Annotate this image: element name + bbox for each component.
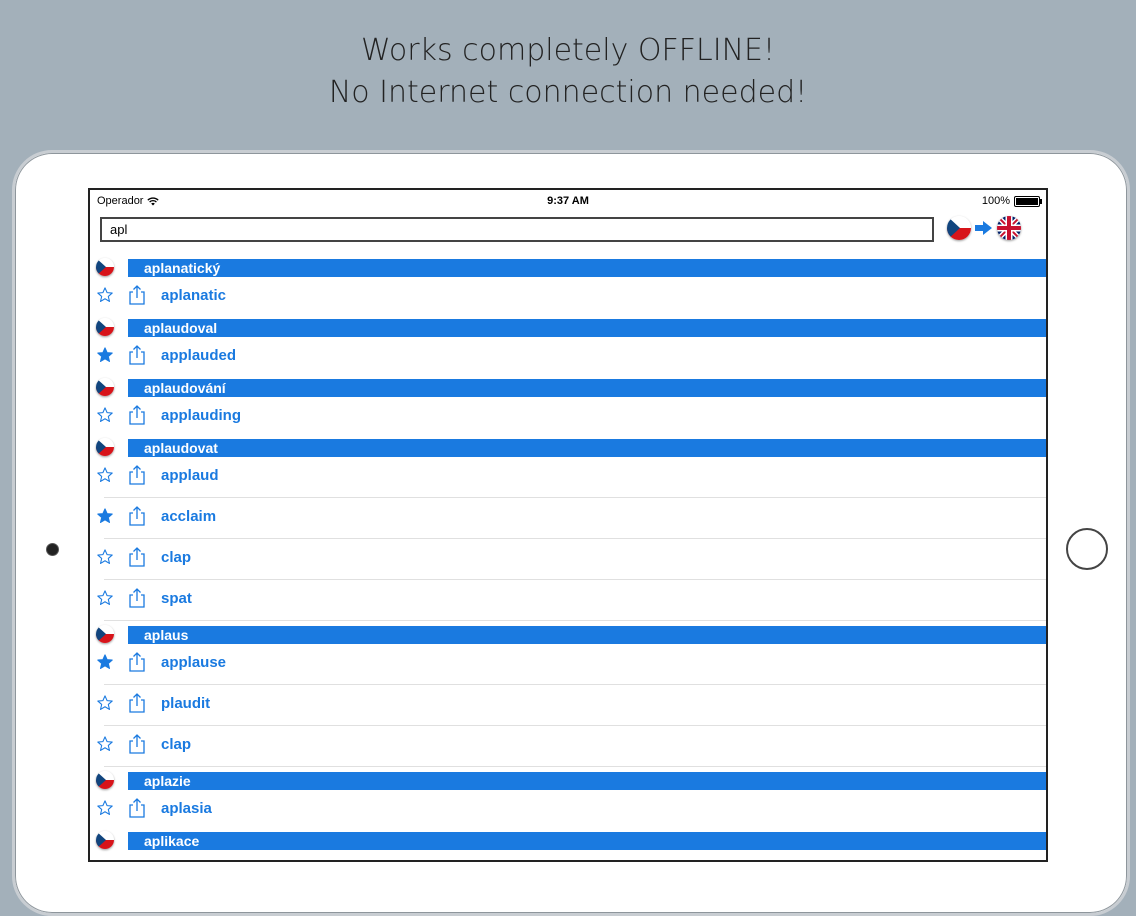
app-screen [88, 188, 1048, 862]
cz-flag-icon [96, 625, 114, 643]
status-bar [90, 190, 1046, 212]
translation-row[interactable] [104, 457, 1046, 498]
headword-row[interactable] [90, 258, 1046, 277]
headword-row[interactable] [90, 771, 1046, 790]
translation-row[interactable] [104, 498, 1046, 539]
status-time: 9:37 AM [547, 195, 589, 207]
star-filled-icon[interactable] [96, 507, 114, 525]
star-outline-icon[interactable] [96, 589, 114, 607]
translation-row[interactable] [104, 726, 1046, 767]
translation-row[interactable] [104, 580, 1046, 621]
headword-row[interactable] [90, 625, 1046, 644]
cz-flag-icon [96, 258, 114, 276]
translation-word: acclaim [161, 508, 217, 525]
share-icon[interactable] [128, 588, 146, 608]
star-filled-icon[interactable] [96, 653, 114, 671]
translation-word: clap [161, 736, 192, 753]
promo-line-1: Works completely OFFLINE! [361, 33, 775, 68]
headword-label: aplanatický [128, 259, 1046, 277]
cz-flag-icon[interactable] [947, 216, 971, 240]
uk-flag-icon[interactable] [997, 216, 1021, 240]
share-icon[interactable] [128, 506, 146, 526]
translation-row[interactable] [90, 337, 1046, 374]
carrier-name: Operador [97, 195, 144, 207]
headword-label: aplaus [128, 626, 1046, 644]
translation-row[interactable] [90, 790, 1046, 827]
cz-flag-icon [96, 438, 114, 456]
share-icon[interactable] [128, 405, 146, 425]
share-icon[interactable] [128, 693, 146, 713]
cz-flag-icon [96, 318, 114, 336]
star-outline-icon[interactable] [96, 799, 114, 817]
search-bar [90, 212, 1046, 254]
star-outline-icon[interactable] [96, 548, 114, 566]
headword-row[interactable] [90, 318, 1046, 337]
translation-row[interactable] [104, 644, 1046, 685]
share-icon[interactable] [128, 652, 146, 672]
cz-flag-icon [96, 831, 114, 849]
headword-row[interactable] [90, 438, 1046, 457]
translation-row[interactable] [104, 685, 1046, 726]
translation-word: clap [161, 549, 192, 566]
translation-word: spat [161, 590, 192, 607]
star-outline-icon[interactable] [96, 466, 114, 484]
translation-word: applause [161, 654, 227, 671]
cz-flag-icon [96, 771, 114, 789]
battery [982, 195, 1040, 207]
home-button[interactable] [1066, 528, 1108, 570]
share-icon[interactable] [128, 285, 146, 305]
share-icon[interactable] [128, 547, 146, 567]
headword-label: aplazie [128, 772, 1046, 790]
star-outline-icon[interactable] [96, 406, 114, 424]
share-icon[interactable] [128, 345, 146, 365]
translation-row[interactable] [90, 277, 1046, 314]
battery-percent: 100% [981, 195, 1010, 207]
cz-flag-icon [96, 378, 114, 396]
translation-word: applauded [161, 347, 237, 364]
translation-row[interactable] [90, 397, 1046, 434]
search-input[interactable] [100, 217, 934, 242]
translation-word: aplanatic [161, 287, 227, 304]
translation-word: applaud [161, 467, 219, 484]
star-outline-icon[interactable] [96, 735, 114, 753]
arrow-right-icon [975, 221, 993, 235]
headword-label: aplaudování [128, 379, 1046, 397]
star-outline-icon[interactable] [96, 694, 114, 712]
share-icon[interactable] [128, 798, 146, 818]
battery-icon [1014, 196, 1040, 207]
headword-label: aplaudovat [128, 439, 1046, 457]
translation-word: applauding [161, 407, 241, 424]
headword-label: aplaudoval [128, 319, 1046, 337]
star-filled-icon[interactable] [96, 346, 114, 364]
promo-line-2: No Internet connection needed! [328, 75, 808, 110]
headword-label: aplikace [128, 832, 1046, 850]
translation-row[interactable] [104, 539, 1046, 580]
language-switch[interactable] [947, 216, 1021, 240]
star-outline-icon[interactable] [96, 286, 114, 304]
headword-row[interactable] [90, 378, 1046, 397]
camera-icon [46, 543, 59, 556]
promo-caption [0, 30, 1136, 114]
share-icon[interactable] [128, 465, 146, 485]
results-list [90, 258, 1046, 850]
translation-word: aplasia [161, 800, 212, 817]
headword-row[interactable] [90, 831, 1046, 850]
share-icon[interactable] [128, 734, 146, 754]
translation-word: plaudit [161, 695, 211, 712]
